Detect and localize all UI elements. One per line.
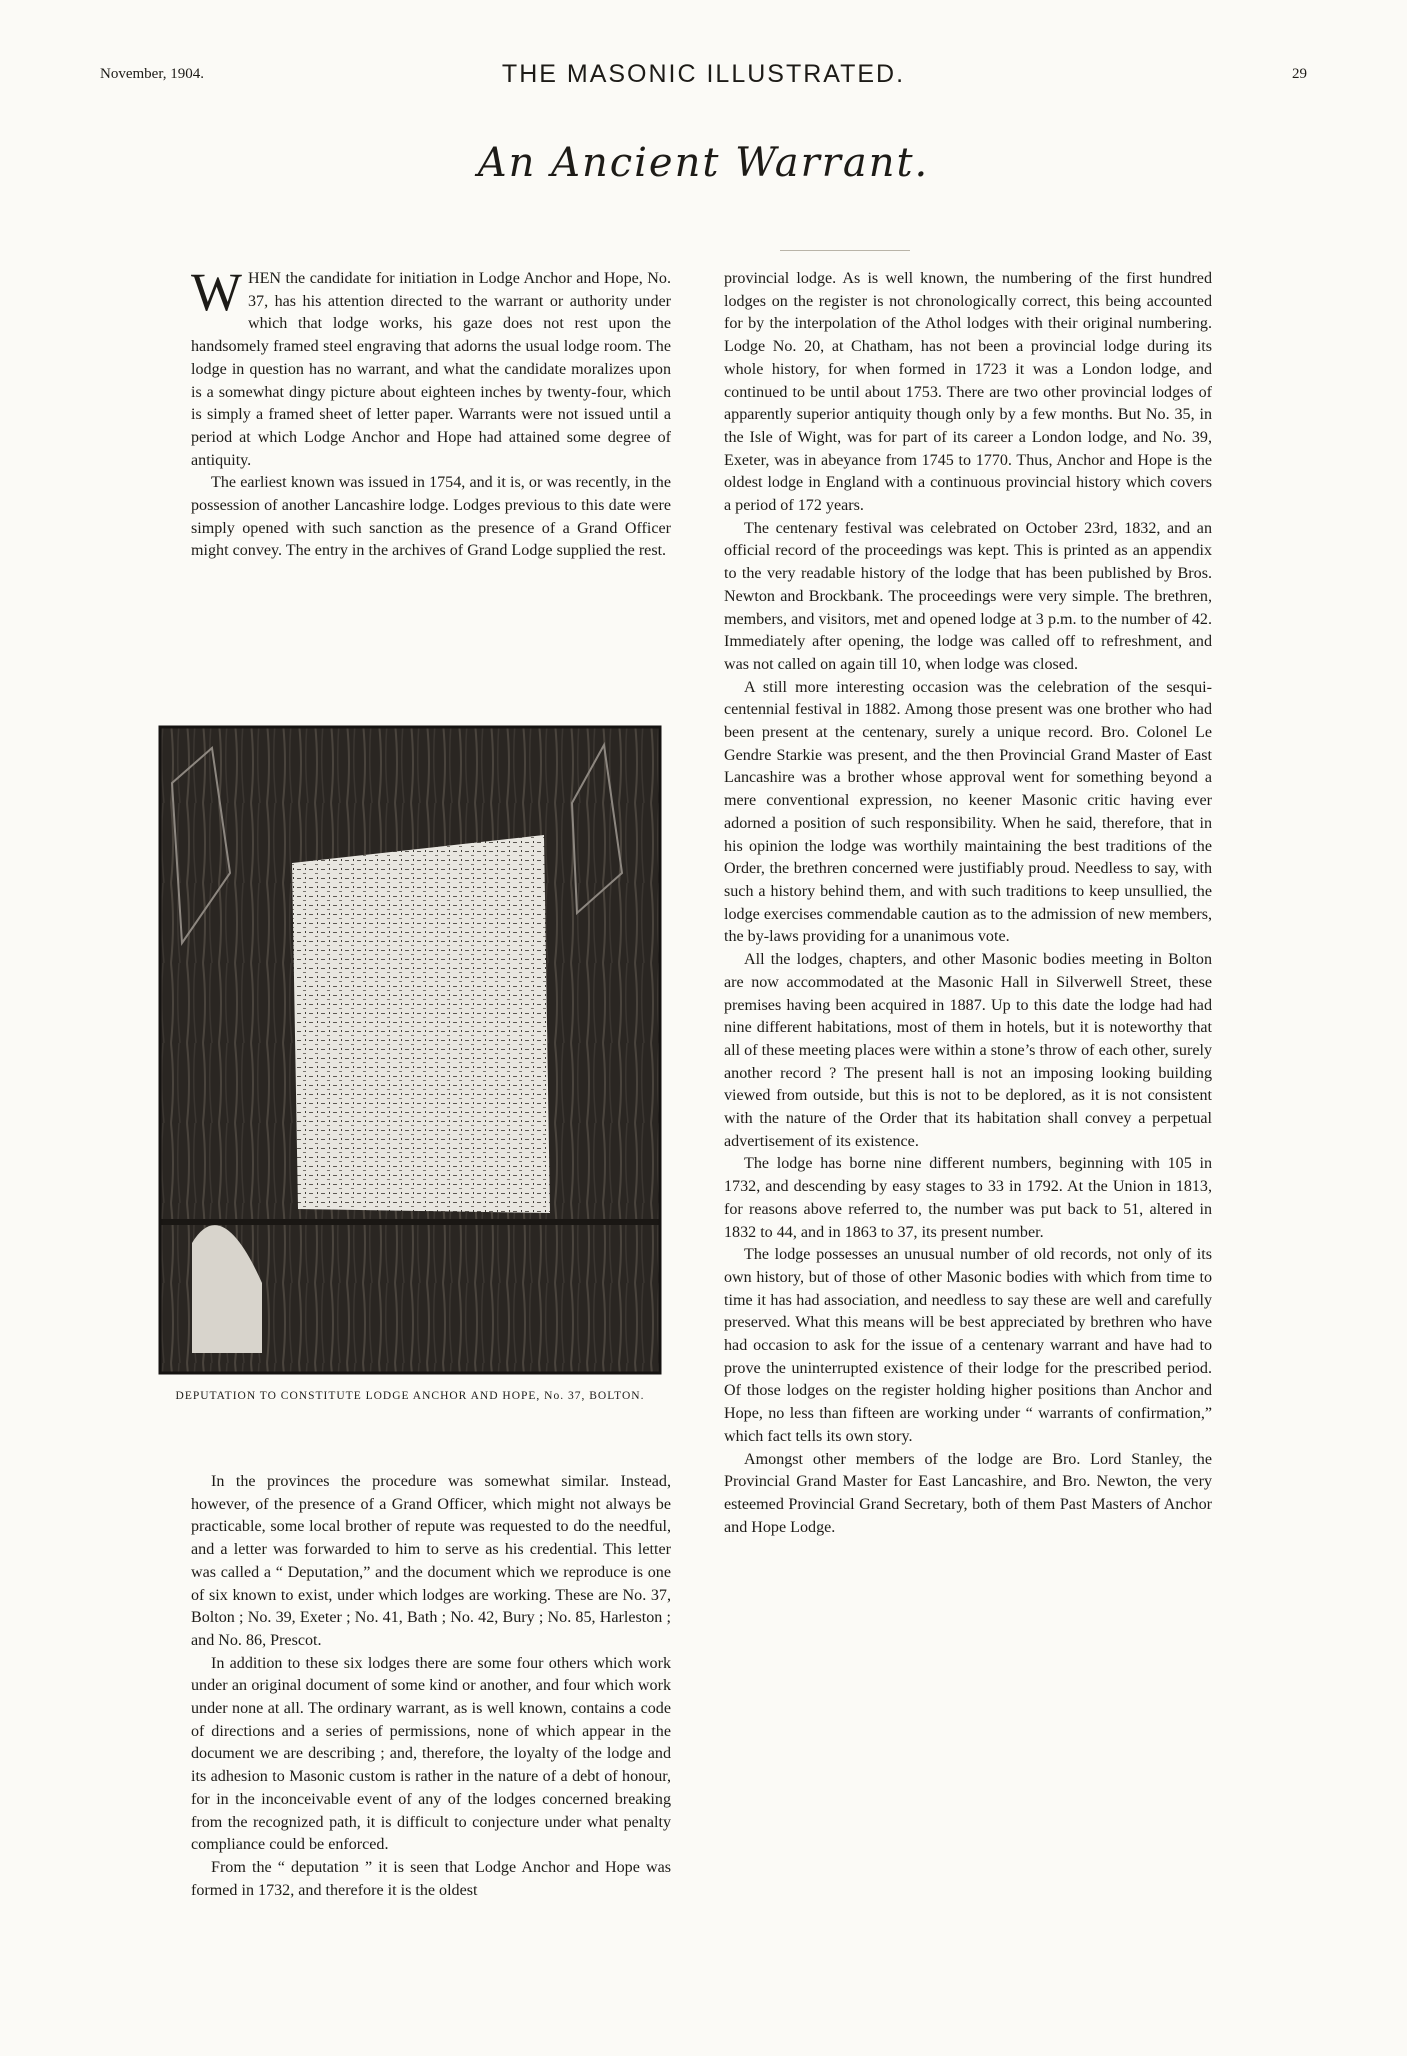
paragraph: A still more interesting occasion was the celebration of the sesqui-centennial festival in 1882. Among those present was one brother who had been present at the centenary, surely a unique record. Bro. Colonel Le Gendre Starkie was present, and the then Provincial Grand Master of East Lancashire was a brother whose approval went for something beyond a mere conventional expression, no keener Masonic critic having ever adorned a position of such responsibility. When he said, therefore, that in his opinion the lodge was worthily maintaining the best traditions of the Order, the brethren concerned were justifiably proud. Needless to say, with such a history behind them, and with such traditions to keep unsullied, the lodge exercises commendable caution as to the admission of new members, the by-laws providing for a unanimous vote. [724,678,1212,946]
paragraph: In the provinces the procedure was somewhat similar. Instead, however, of the presence of a Grand Officer, which might not always be practicable, some local brother of repute was requested to do the needful, and a letter was forwarded to him to serve as his credential. This letter was called a “ Deputation,” and the document which we reproduce is one of six known to exist, under which lodges are working. These are No. 37, Bolton ; No. 39, Exeter ; No. 41, Bath ; No. 42, Bury ; No. 85, Harleston ; and No. 86, Prescot. [191,1473,671,1649]
paragraph: The centenary festival was celebrated on October 23rd, 1832, and an official record of the proceedings was kept. This is printed as an appendix to the very readable history of the lodge that has been published by Bros. Newton and Brockbank. The proceedings were very simple. The brethren, members, and visitors, met and opened lodge at 3 p.m. to the number of 42. Immediately after opening, the lodge was called off to refreshment, and was not called on again till 10, when lodge was closed. [724,519,1212,673]
right-column [724,268,1212,1539]
issue-date: November, 1904. [100,66,204,82]
left-column-lower [191,1471,671,1902]
running-header [100,60,1307,90]
paragraph: The lodge possesses an unusual number of old records, not only of its own history, but of those of other Masonic bodies with which from time to time it has had association, and needless to say these are well and carefully preserved. What this means will be best appreciated by brethren who have had occasion to ask for the issue of a centenary warrant and have had to prove the uninterrupted existence of their lodge for the prescribed period. Of those lodges on the register holding higher positions than Anchor and Hope, no less than fifteen are working under “ warrants of confirmation,” which fact tells its own story. [724,1246,1212,1445]
paragraph: The lodge has borne nine different numbers, beginning with 105 in 1732, and descending by easy stages to 33 in 1792. At the Union in 1813, for reasons above referred to, the number was put back to 51, altered in 1832 to 44, and in 1863 to 37, its present number. [724,1155,1212,1241]
warrant-photograph [152,723,666,1377]
article-title: An Ancient Warrant. [477,140,930,186]
drop-cap: W [191,262,242,322]
paragraph: In addition to these six lodges there are some four others which work under an original document of some kind or another, and four which work under none at all. The ordinary warrant, as is well known, contains a code of directions and a series of permissions, none of which appear in the document we are describing ; and, therefore, the loyalty of the lodge and its adhesion to Masonic custom is rather in the nature of a debt of honour, for in the inconceivable event of any of the lodges concerned breaking from the recognized path, it is difficult to conjecture under what penalty compliance could be enforced. [191,1654,671,1854]
figure-caption: DEPUTATION TO CONSTITUTE LODGE ANCHOR AND HOPE, No. 37, BOLTON. [175,1390,645,1402]
paragraph: The earliest known was issued in 1754, and it is, or was recently, in the possession of another Lancashire lodge. Lodges previous to this date were simply opened with such sanction as the presence of a Grand Officer might convey. The entry in the archives of Grand Lodge supplied the rest. [191,474,671,560]
warrant-sheet [292,835,550,1213]
paragraph: WHEN the candidate for initiation in Lodge Anchor and Hope, No. 37, has his attention directed to the warrant or authority under which that lodge works, his gaze does not rest upon the handsomely framed steel engraving that adorns the usual lodge room. The lodge in question has no warrant, and what the candidate moralizes upon is a somewhat dingy picture about eighteen inches by twenty-four, which is simply a framed sheet of letter paper. Warrants were not issued until a period at which Lodge Anchor and Hope had attained some degree of antiquity. [191,262,671,469]
paragraph: Amongst other members of the lodge are Bro. Lord Stanley, the Provincial Grand Master for East Lancashire, and Bro. Newton, the very esteemed Provincial Grand Secretary, both of them Past Masters of Anchor and Hope Lodge. [724,1450,1212,1536]
paragraph: From the “ deputation ” it is seen that Lodge Anchor and Hope was formed in 1732, and therefore it is the oldest [191,1858,671,1899]
paragraph: All the lodges, chapters, and other Masonic bodies meeting in Bolton are now accommodated at the Masonic Hall in Silverwell Street, these premises having been acquired in 1887. Up to this date the lodge had had nine different habitations, most of them in hotels, but it is noteworthy that all of these meeting places were within a stone’s throw of each other, surely another record ? The present hall is not an imposing looking building viewed from outside, but this is not to be deplored, as it is not consistent with the nature of the Order that its habitation shall convey a perpetual advertisement of its existence. [724,951,1212,1150]
page-number: 29 [1292,66,1307,82]
title-divider [780,250,910,251]
publication-title: THE MASONIC ILLUSTRATED. [501,60,906,88]
left-column-upper [191,262,671,563]
paragraph: provincial lodge. As is well known, the numbering of the first hundred lodges on the register is not chronologically correct, this being accounted for by the interpolation of the Athol lodges with their original numbering. Lodge No. 20, at Chatham, has not been a provincial lodge during its whole history, for when formed in 1723 it was a London lodge, and continued to be until about 1753. There are two other provincial lodges of apparently superior antiquity though only by a few months. But No. 35, in the Isle of Wight, was for part of its career a London lodge, and No. 39, Exeter, was in abeyance from 1745 to 1770. Thus, Anchor and Hope is the oldest lodge in England with a continuous provincial history which covers a period of 172 years. [724,270,1212,515]
